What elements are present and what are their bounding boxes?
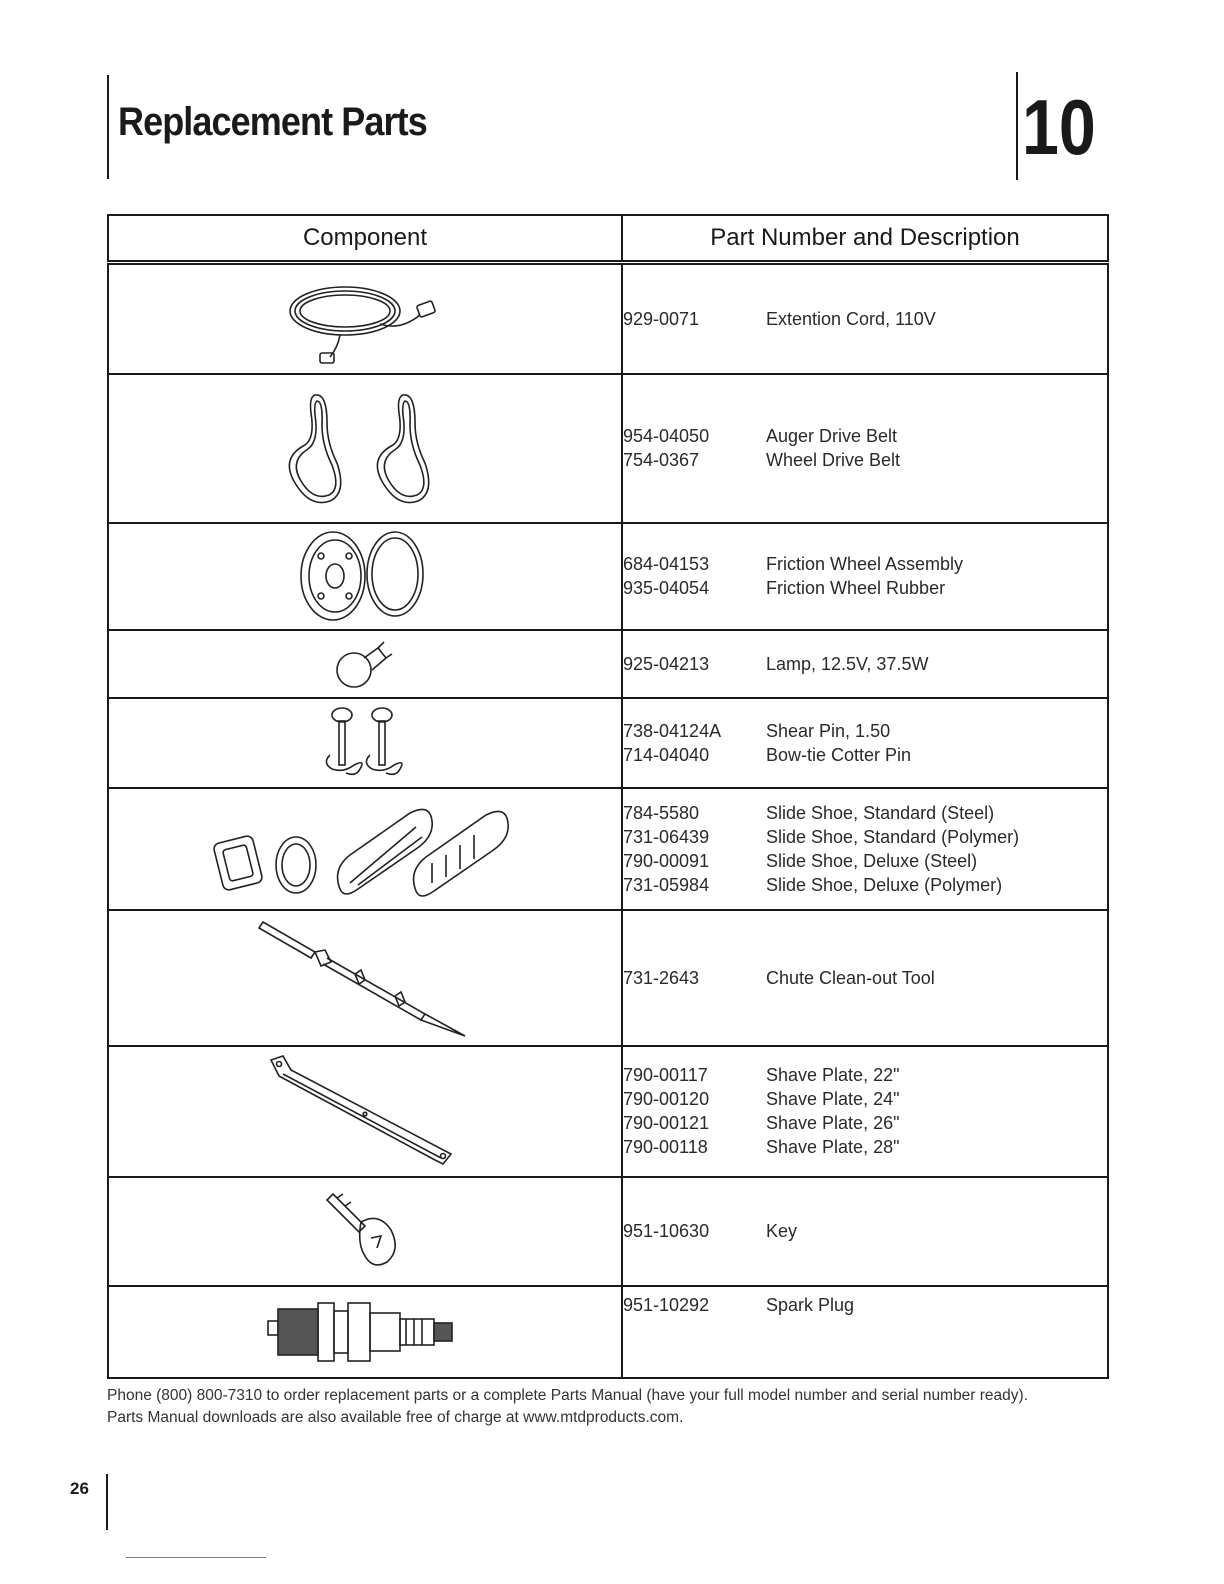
part-description: Chute Clean-out Tool bbox=[766, 967, 935, 988]
part-number: 790-00117 bbox=[623, 1065, 708, 1085]
part-line bbox=[623, 424, 1107, 448]
part-line bbox=[623, 743, 1107, 767]
table-row bbox=[108, 1046, 1108, 1177]
part-line bbox=[623, 552, 1107, 576]
friction-wheel-icon bbox=[285, 526, 445, 626]
footer-note bbox=[107, 1385, 1117, 1429]
table-row bbox=[108, 263, 1108, 374]
ignition-key-icon bbox=[315, 1186, 415, 1276]
part-line bbox=[623, 719, 1107, 743]
part-cell bbox=[622, 630, 1108, 698]
part-number: 784-5580 bbox=[623, 802, 700, 823]
part-description: Shave Plate, 28" bbox=[766, 1137, 900, 1157]
part-description: Slide Shoe, Deluxe (Polymer) bbox=[766, 874, 1003, 895]
part-number: 790-00120 bbox=[623, 1089, 710, 1109]
bottom-rule bbox=[126, 1557, 266, 1558]
part-line bbox=[623, 801, 1107, 825]
part-description: Key bbox=[766, 1221, 798, 1241]
part-description: Spark Plug bbox=[766, 1294, 855, 1315]
part-line bbox=[623, 849, 1107, 873]
part-number: 731-06439 bbox=[623, 826, 710, 847]
header-part-number: Part Number and Description bbox=[622, 215, 1108, 263]
lamp-bulb-icon bbox=[330, 636, 400, 692]
shear-pins-icon bbox=[310, 703, 420, 783]
part-number: 790-00118 bbox=[623, 1137, 708, 1157]
part-cell bbox=[622, 698, 1108, 788]
part-number: 790-00091 bbox=[623, 850, 710, 871]
part-description: Auger Drive Belt bbox=[766, 426, 898, 446]
part-line bbox=[623, 1087, 1107, 1111]
table-row bbox=[108, 1286, 1108, 1378]
part-description: Slide Shoe, Standard (Steel) bbox=[766, 802, 995, 823]
part-description: Bow-tie Cotter Pin bbox=[766, 744, 912, 765]
component-cell bbox=[108, 523, 622, 630]
component-cell bbox=[108, 374, 622, 523]
header-component: Component bbox=[108, 215, 622, 263]
part-cell bbox=[622, 1046, 1108, 1177]
part-number: 714-04040 bbox=[623, 744, 710, 765]
table-row bbox=[108, 1177, 1108, 1286]
page-number-rule bbox=[106, 1474, 108, 1530]
part-description: Slide Shoe, Deluxe (Steel) bbox=[766, 850, 978, 871]
shave-plate-icon bbox=[265, 1052, 465, 1170]
part-description: Friction Wheel Assembly bbox=[766, 554, 964, 574]
part-description: Extention Cord, 110V bbox=[766, 308, 936, 329]
title-rule bbox=[107, 75, 109, 179]
part-line bbox=[623, 1111, 1107, 1135]
part-line bbox=[623, 652, 1107, 676]
table-row bbox=[108, 374, 1108, 523]
part-number: 951-10630 bbox=[623, 1221, 710, 1241]
clean-out-tool-icon bbox=[255, 916, 475, 1040]
part-cell bbox=[622, 1286, 1108, 1378]
part-number: 954-04050 bbox=[623, 426, 710, 446]
part-description: Shear Pin, 1.50 bbox=[766, 720, 891, 741]
component-cell bbox=[108, 1046, 622, 1177]
component-cell bbox=[108, 1177, 622, 1286]
part-cell bbox=[622, 523, 1108, 630]
part-number: 738-04124A bbox=[623, 720, 722, 741]
part-description: Lamp, 12.5V, 37.5W bbox=[766, 653, 929, 674]
part-line bbox=[623, 576, 1107, 600]
table-row bbox=[108, 698, 1108, 788]
part-number: 929-0071 bbox=[623, 308, 700, 329]
page-number: 26 bbox=[70, 1479, 89, 1498]
component-cell bbox=[108, 263, 622, 374]
part-cell bbox=[622, 374, 1108, 523]
table-row bbox=[108, 788, 1108, 910]
table-header-row bbox=[108, 215, 1108, 263]
spark-plug-icon bbox=[260, 1293, 470, 1371]
part-cell bbox=[622, 788, 1108, 910]
chapter-rule bbox=[1016, 72, 1018, 180]
parts-table bbox=[107, 214, 1109, 1379]
part-description: Shave Plate, 24" bbox=[766, 1089, 900, 1109]
part-number: 935-04054 bbox=[623, 578, 710, 598]
part-line bbox=[623, 873, 1107, 897]
part-line bbox=[623, 448, 1107, 472]
part-line bbox=[623, 1293, 1107, 1317]
part-description: Friction Wheel Rubber bbox=[766, 578, 946, 598]
footer-line-phone: Phone (800) 800-7310 to order replacement parts or a complete Parts Manual (have your full model number and serial number ready). bbox=[107, 1387, 1029, 1404]
table-row bbox=[108, 910, 1108, 1046]
part-line bbox=[623, 1219, 1107, 1243]
component-cell bbox=[108, 630, 622, 698]
component-cell bbox=[108, 698, 622, 788]
table-row bbox=[108, 630, 1108, 698]
drive-belts-icon bbox=[275, 383, 455, 513]
footer-line-downloads: Parts Manual downloads are also available free of charge at www.mtdproducts.com. bbox=[107, 1409, 684, 1426]
part-line bbox=[623, 966, 1107, 990]
part-number: 731-2643 bbox=[623, 967, 700, 988]
part-cell bbox=[622, 263, 1108, 374]
table-row bbox=[108, 523, 1108, 630]
component-cell bbox=[108, 788, 622, 910]
chapter-number: 10 bbox=[1022, 83, 1096, 171]
part-cell bbox=[622, 910, 1108, 1046]
part-line bbox=[623, 1135, 1107, 1159]
component-cell bbox=[108, 1286, 622, 1378]
part-cell bbox=[622, 1177, 1108, 1286]
slide-shoes-icon bbox=[210, 799, 520, 899]
component-cell bbox=[108, 910, 622, 1046]
part-line bbox=[623, 307, 1107, 331]
part-number: 754-0367 bbox=[623, 450, 700, 470]
part-number: 684-04153 bbox=[623, 554, 710, 574]
part-description: Shave Plate, 26" bbox=[766, 1113, 900, 1133]
page-title: Replacement Parts bbox=[118, 100, 427, 144]
part-line bbox=[623, 1063, 1107, 1087]
part-description: Wheel Drive Belt bbox=[766, 450, 901, 470]
part-number: 790-00121 bbox=[623, 1113, 710, 1133]
part-number: 951-10292 bbox=[623, 1294, 710, 1315]
part-number: 925-04213 bbox=[623, 653, 710, 674]
part-number: 731-05984 bbox=[623, 874, 710, 895]
part-description: Slide Shoe, Standard (Polymer) bbox=[766, 826, 1020, 847]
part-description: Shave Plate, 22" bbox=[766, 1065, 900, 1085]
part-line bbox=[623, 825, 1107, 849]
extension-cord-icon bbox=[280, 269, 450, 369]
